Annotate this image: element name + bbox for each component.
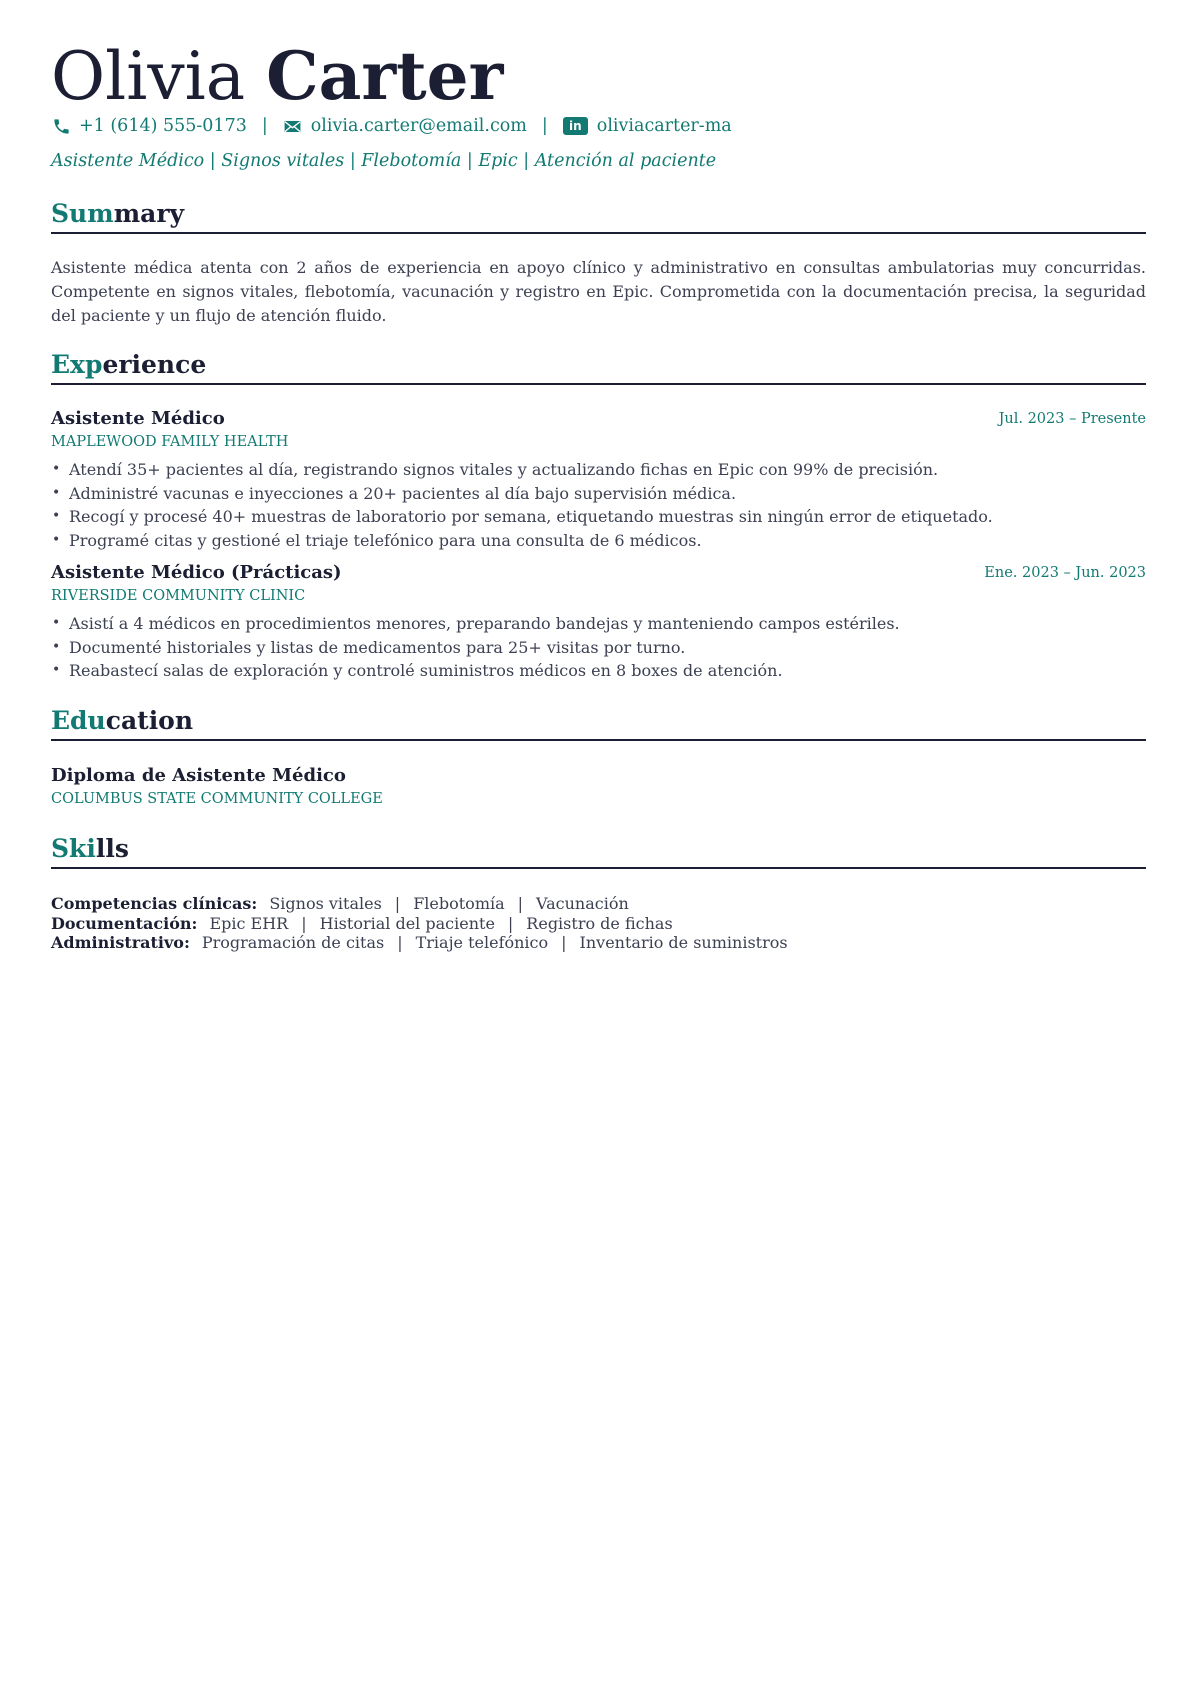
first-name: Olivia xyxy=(51,38,246,115)
section-heading-summary xyxy=(51,200,1146,234)
phone-number[interactable]: +1 (614) 555-0173 xyxy=(79,116,247,136)
job-bullets xyxy=(51,458,1146,553)
contact-line xyxy=(51,114,732,138)
heading-accent: Edu xyxy=(51,706,106,735)
heading-accent: Ski xyxy=(51,834,96,863)
list-item: • Atendí 35+ pacientes al día, registrando signos vitales y actualizando fichas en Epic con 99% de precisión. xyxy=(51,458,1146,482)
envelope-icon xyxy=(283,116,303,136)
skill-separator: | xyxy=(561,933,567,953)
linkedin-icon: in xyxy=(563,117,588,135)
job-organization: MAPLEWOOD FAMILY HEALTH xyxy=(51,434,289,450)
heading-rest: cation xyxy=(105,706,194,735)
skill-item: Signos vitales xyxy=(269,894,382,913)
skill-separator: | xyxy=(507,913,514,933)
job-title: Asistente Médico xyxy=(51,408,225,429)
heading-accent: Exp xyxy=(51,350,103,379)
skill-separator: | xyxy=(301,913,307,933)
tagline: Asistente Médico | Signos vitales | Flebotomía | Epic | Atención al paciente xyxy=(51,151,717,171)
job-bullets xyxy=(51,612,1146,683)
linkedin-link[interactable]: oliviacarter-ma xyxy=(596,116,732,136)
candidate-name xyxy=(51,36,503,117)
skill-category: Documentación: xyxy=(51,913,198,933)
email-link[interactable]: olivia.carter@email.com xyxy=(310,116,527,136)
list-item: • Administré vacunas e inyecciones a 20+ pacientes al día bajo supervisión médica. xyxy=(51,482,1146,506)
skill-separator: | xyxy=(397,933,403,953)
skill-item: Historial del paciente xyxy=(319,913,495,933)
skill-item: Flebotomía xyxy=(413,894,505,913)
contact-separator: | xyxy=(261,116,268,136)
skill-row xyxy=(51,894,1146,914)
list-item: • Documenté historiales y listas de medicamentos para 25+ visitas por turno. xyxy=(51,636,1146,660)
job-date: Jul. 2023 – Presente xyxy=(998,411,1146,427)
heading-rest: mary xyxy=(113,199,185,228)
heading-rest: lls xyxy=(95,834,129,863)
job-date: Ene. 2023 – Jun. 2023 xyxy=(984,565,1146,581)
skill-item: Registro de fichas xyxy=(526,913,673,933)
skills-list xyxy=(51,894,1146,953)
last-name: Carter xyxy=(266,37,504,115)
skill-separator: | xyxy=(517,894,524,913)
contact-separator: | xyxy=(541,116,548,136)
list-item: • Programé citas y gestioné el triaje telefónico para una consulta de 6 médicos. xyxy=(51,529,1146,553)
education-degree: Diploma de Asistente Médico xyxy=(51,765,346,786)
skill-item: Vacunación xyxy=(536,894,629,913)
skill-category: Competencias clínicas: xyxy=(51,894,258,913)
section-heading-experience xyxy=(51,351,1146,385)
heading-accent: Sum xyxy=(51,199,114,228)
phone-icon xyxy=(51,116,71,136)
skill-row xyxy=(51,914,1146,934)
skill-category: Administrativo: xyxy=(51,933,190,953)
skill-item: Programación de citas xyxy=(201,933,385,953)
skill-separator: | xyxy=(394,894,401,913)
section-heading-education xyxy=(51,707,1146,741)
summary-text: Asistente médica atenta con 2 años de experiencia en apoyo clínico y administrativo en consultas ambulatorias muy concurridas. Competente en signos vitales, flebotomía, vacunación y registro en Epic. Comprometida con la documentación precisa, la seguridad del paciente y un flujo de atención fluido. xyxy=(51,258,1146,325)
job-organization: RIVERSIDE COMMUNITY CLINIC xyxy=(51,588,306,604)
list-item: • Recogí y procesé 40+ muestras de laboratorio por semana, etiquetando muestras sin ningún error de etiquetado. xyxy=(51,505,1146,529)
skill-item: Inventario de suministros xyxy=(579,933,788,953)
skill-row xyxy=(51,933,1146,953)
list-item: • Asistí a 4 médicos en procedimientos menores, preparando bandejas y manteniendo campos estériles. xyxy=(51,612,1146,636)
section-heading-skills xyxy=(51,835,1146,869)
skill-item: Epic EHR xyxy=(209,913,289,933)
heading-rest: erience xyxy=(102,350,207,379)
education-school: COLUMBUS STATE COMMUNITY COLLEGE xyxy=(51,791,383,807)
job-title: Asistente Médico (Prácticas) xyxy=(51,562,342,583)
list-item: • Reabastecí salas de exploración y controlé suministros médicos en 8 boxes de atención. xyxy=(51,659,1146,683)
skill-item: Triaje telefónico xyxy=(415,933,549,953)
